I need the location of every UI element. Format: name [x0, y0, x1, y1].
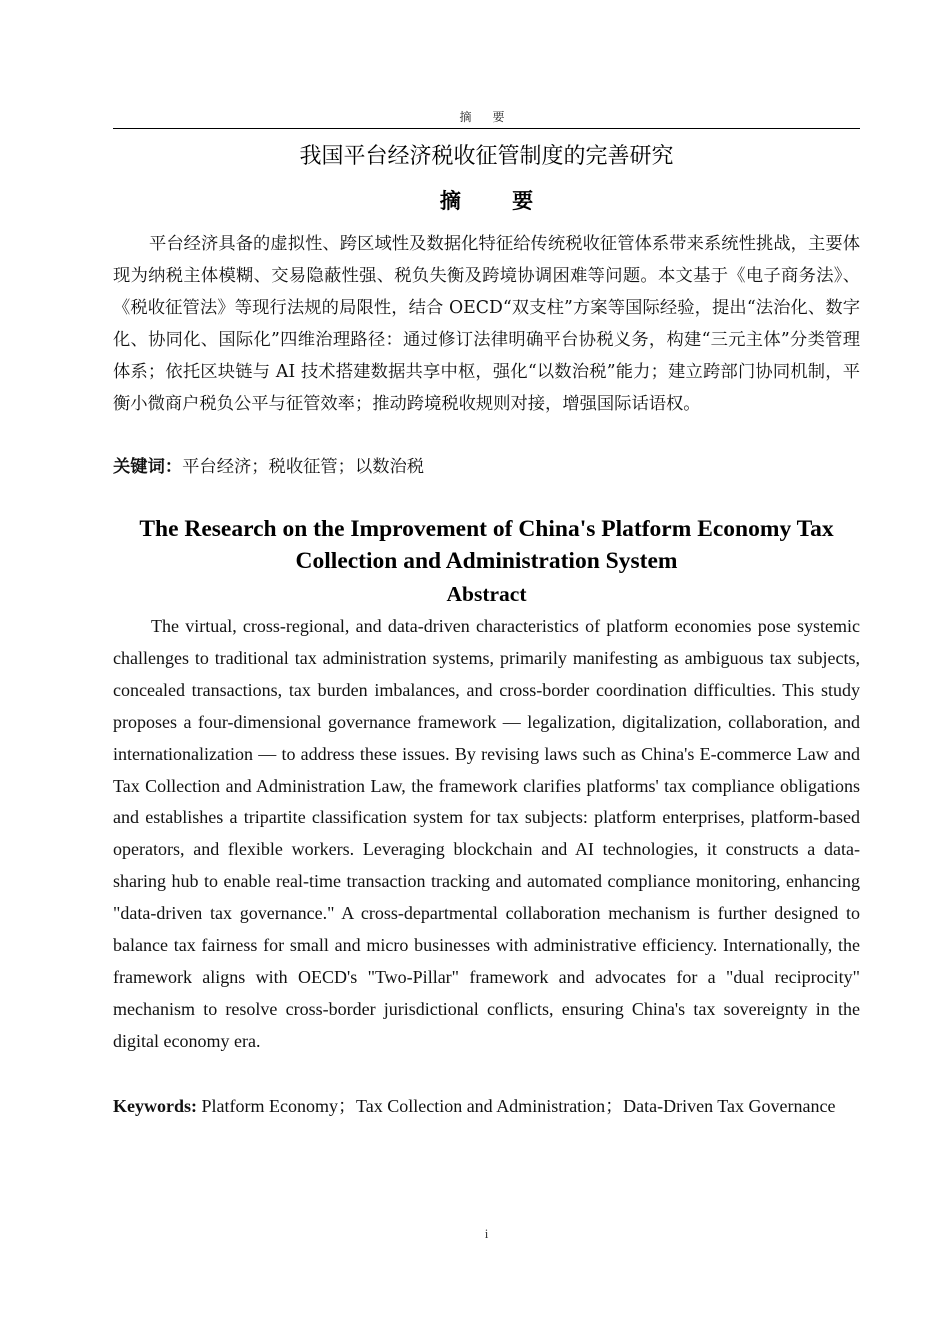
english-abstract-paragraph: The virtual, cross-regional, and data-driven characteristics of platform economies pose systemic challenges to traditional tax administration systems, primarily manifesting as ambiguous tax subjects, concealed transactions, tax burden imbalances, and cross-border coordination difficulties. This study proposes a four-dimensional governance framework — legalization, digitalization, collaboration, and internationalization — to address these issues. By revising laws such as China's E-commerce Law and Tax Collection and Administration Law, the framework clarifies platforms' tax compliance obligations and establishes a tripartite classification system for tax subjects: platform enterprises, platform-based operators, and flexible workers. Leveraging blockchain and AI technologies, it constructs a data-sharing hub to enable real-time transaction tracking and automated compliance monitoring, enhancing "data-driven tax governance." A cross-departmental collaboration mechanism is further designed to balance tax fairness for small and micro businesses with administrative efficiency. Internationally, the framework aligns with OECD's "Two-Pillar" framework and advocates for a "dual reciprocity" mechanism to resolve cross-border jurisdictional conflicts, ensuring China's tax sovereignty in the digital economy era.: [113, 616, 860, 1051]
chinese-abstract-body: [113, 228, 860, 420]
chinese-keywords: [113, 451, 860, 483]
english-abstract-body: [113, 611, 860, 1058]
chinese-title: 我国平台经济税收征管制度的完善研究: [299, 144, 674, 169]
header-rule: [113, 128, 860, 129]
chinese-abstract-heading: 摘 要: [439, 189, 556, 213]
running-header: 摘 要: [459, 110, 514, 124]
chinese-keywords-value: 平台经济；税收征管；以数治税: [182, 457, 425, 477]
page-number: i: [484, 1226, 489, 1241]
chinese-keywords-label: 关键词：: [113, 457, 183, 477]
english-keywords: [113, 1090, 903, 1122]
english-keywords-label: Keywords:: [113, 1096, 197, 1116]
english-abstract-heading: Abstract: [446, 582, 527, 606]
english-keywords-value: Platform Economy；Tax Collection and Administration；Data-Driven Tax Governance: [197, 1096, 836, 1116]
english-title: The Research on the Improvement of China's Platform Economy Tax Collection and Administration System: [139, 516, 834, 574]
chinese-abstract-paragraph: 平台经济具备的虚拟性、跨区域性及数据化特征给传统税收征管体系带来系统性挑战，主要体现为纳税主体模糊、交易隐蔽性强、税负失衡及跨境协调困难等问题。本文基于《电子商务法》、《税收征管法》等现行法规的局限性，结合 OECD“双支柱”方案等国际经验，提出“法治化、数字化、协同化、国际化”四维治理路径：通过修订法律明确平台协税义务，构建“三元主体”分类管理体系；依托区块链与 AI 技术搭建数据共享中枢，强化“以数治税”能力；建立跨部门协同机制，平衡小微商户税负公平与征管效率；推动跨境税收规则对接，增强国际话语权。: [113, 234, 860, 414]
